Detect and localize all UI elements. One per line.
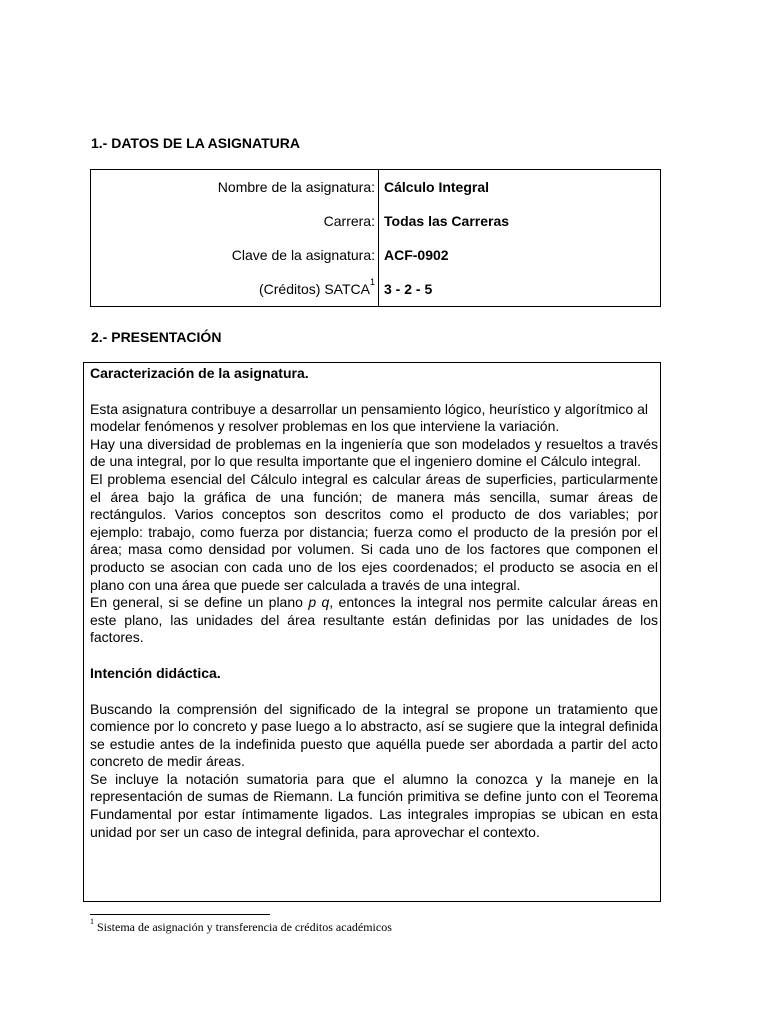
row-value: 3 - 2 - 5 (384, 281, 433, 297)
paragraph: Buscando la comprensión del significado de la integral se propone un tratamiento que comience por lo concreto y pase luego a lo abstracto, así se sugiere que la integral definida se estudie antes de la indefinida puesto que aquélla puede ser abordada a partir del acto concreto de medir áreas. (90, 700, 658, 770)
datos-asignatura-table (90, 169, 661, 307)
row-value: Todas las Carreras (384, 213, 510, 229)
row-label: Carrera: (91, 204, 379, 238)
table-row (91, 238, 661, 272)
row-label: Clave de la asignatura: (91, 238, 379, 272)
paragraph-text: , entonces la integral nos permite calcular áreas en este plano, las unidades del área resultante están definidas por las unidades de los factores. (90, 594, 659, 646)
table-row (91, 272, 661, 307)
footnote-ref: 1 (369, 277, 375, 287)
paragraph (90, 594, 658, 647)
row-label-cell (91, 272, 379, 307)
section-2-title: 2.- PRESENTACIÓN (91, 329, 222, 345)
footnote-text: Sistema de asignación y transferencia de créditos académicos (94, 920, 392, 934)
paragraph: El problema esencial del Cálculo integral es calcular áreas de superficies, particularmente el área bajo la gráfica de una función; de manera más sencilla, sumar áreas de rectángulos. Varios conceptos son descritos como el producto de dos variables; por ejemplo: trabajo, como fuerza por distancia; fuerza como el producto de la presión por el área; masa como densidad por volumen. Si cada uno de los factores que componen el producto se asocian con cada uno de los ejes coordenados; el producto se asocia en el plano con una área que puede ser calculada a través de una integral. (90, 470, 658, 593)
footnote-divider (90, 914, 270, 915)
footnote-marker: 1 (90, 917, 94, 926)
section-1-title: 1.- DATOS DE LA ASIGNATURA (91, 135, 300, 151)
paragraph: Hay una diversidad de problemas en la ingeniería que son modelados y resueltos a través de una integral, por lo que resulta importante que el ingeniero domine el Cálculo integral. (90, 435, 658, 470)
paragraph: Esta asignatura contribuye a desarrollar un pensamiento lógico, heurístico y algorítmico al modelar fenómenos y resolver problemas en los que interviene la variación. (90, 400, 648, 435)
row-label: (Créditos) SATCA (259, 281, 370, 297)
footnote (90, 917, 392, 935)
row-label: Nombre de la asignatura: (91, 170, 379, 205)
table-row (91, 170, 661, 205)
table-row (91, 204, 661, 238)
paragraph-text: En general, si se define un plano (90, 594, 309, 611)
intencion-heading: Intención didáctica. (90, 664, 221, 681)
row-value: Cálculo Integral (384, 179, 490, 195)
plane-variables: p q (308, 594, 330, 611)
presentacion-box (83, 362, 661, 902)
caracterizacion-heading: Caracterización de la asignatura. (90, 365, 309, 381)
paragraph: Se incluye la notación sumatoria para que el alumno la conozca y la maneje en la representación de sumas de Riemann. La función primitiva se define junto con el Teorema Fundamental por estar íntimamente ligados. Las integrales impropias se ubican en esta unidad por ser un caso de integral definida, para aprovechar el contexto. (90, 770, 658, 840)
row-value: ACF-0902 (384, 247, 449, 263)
